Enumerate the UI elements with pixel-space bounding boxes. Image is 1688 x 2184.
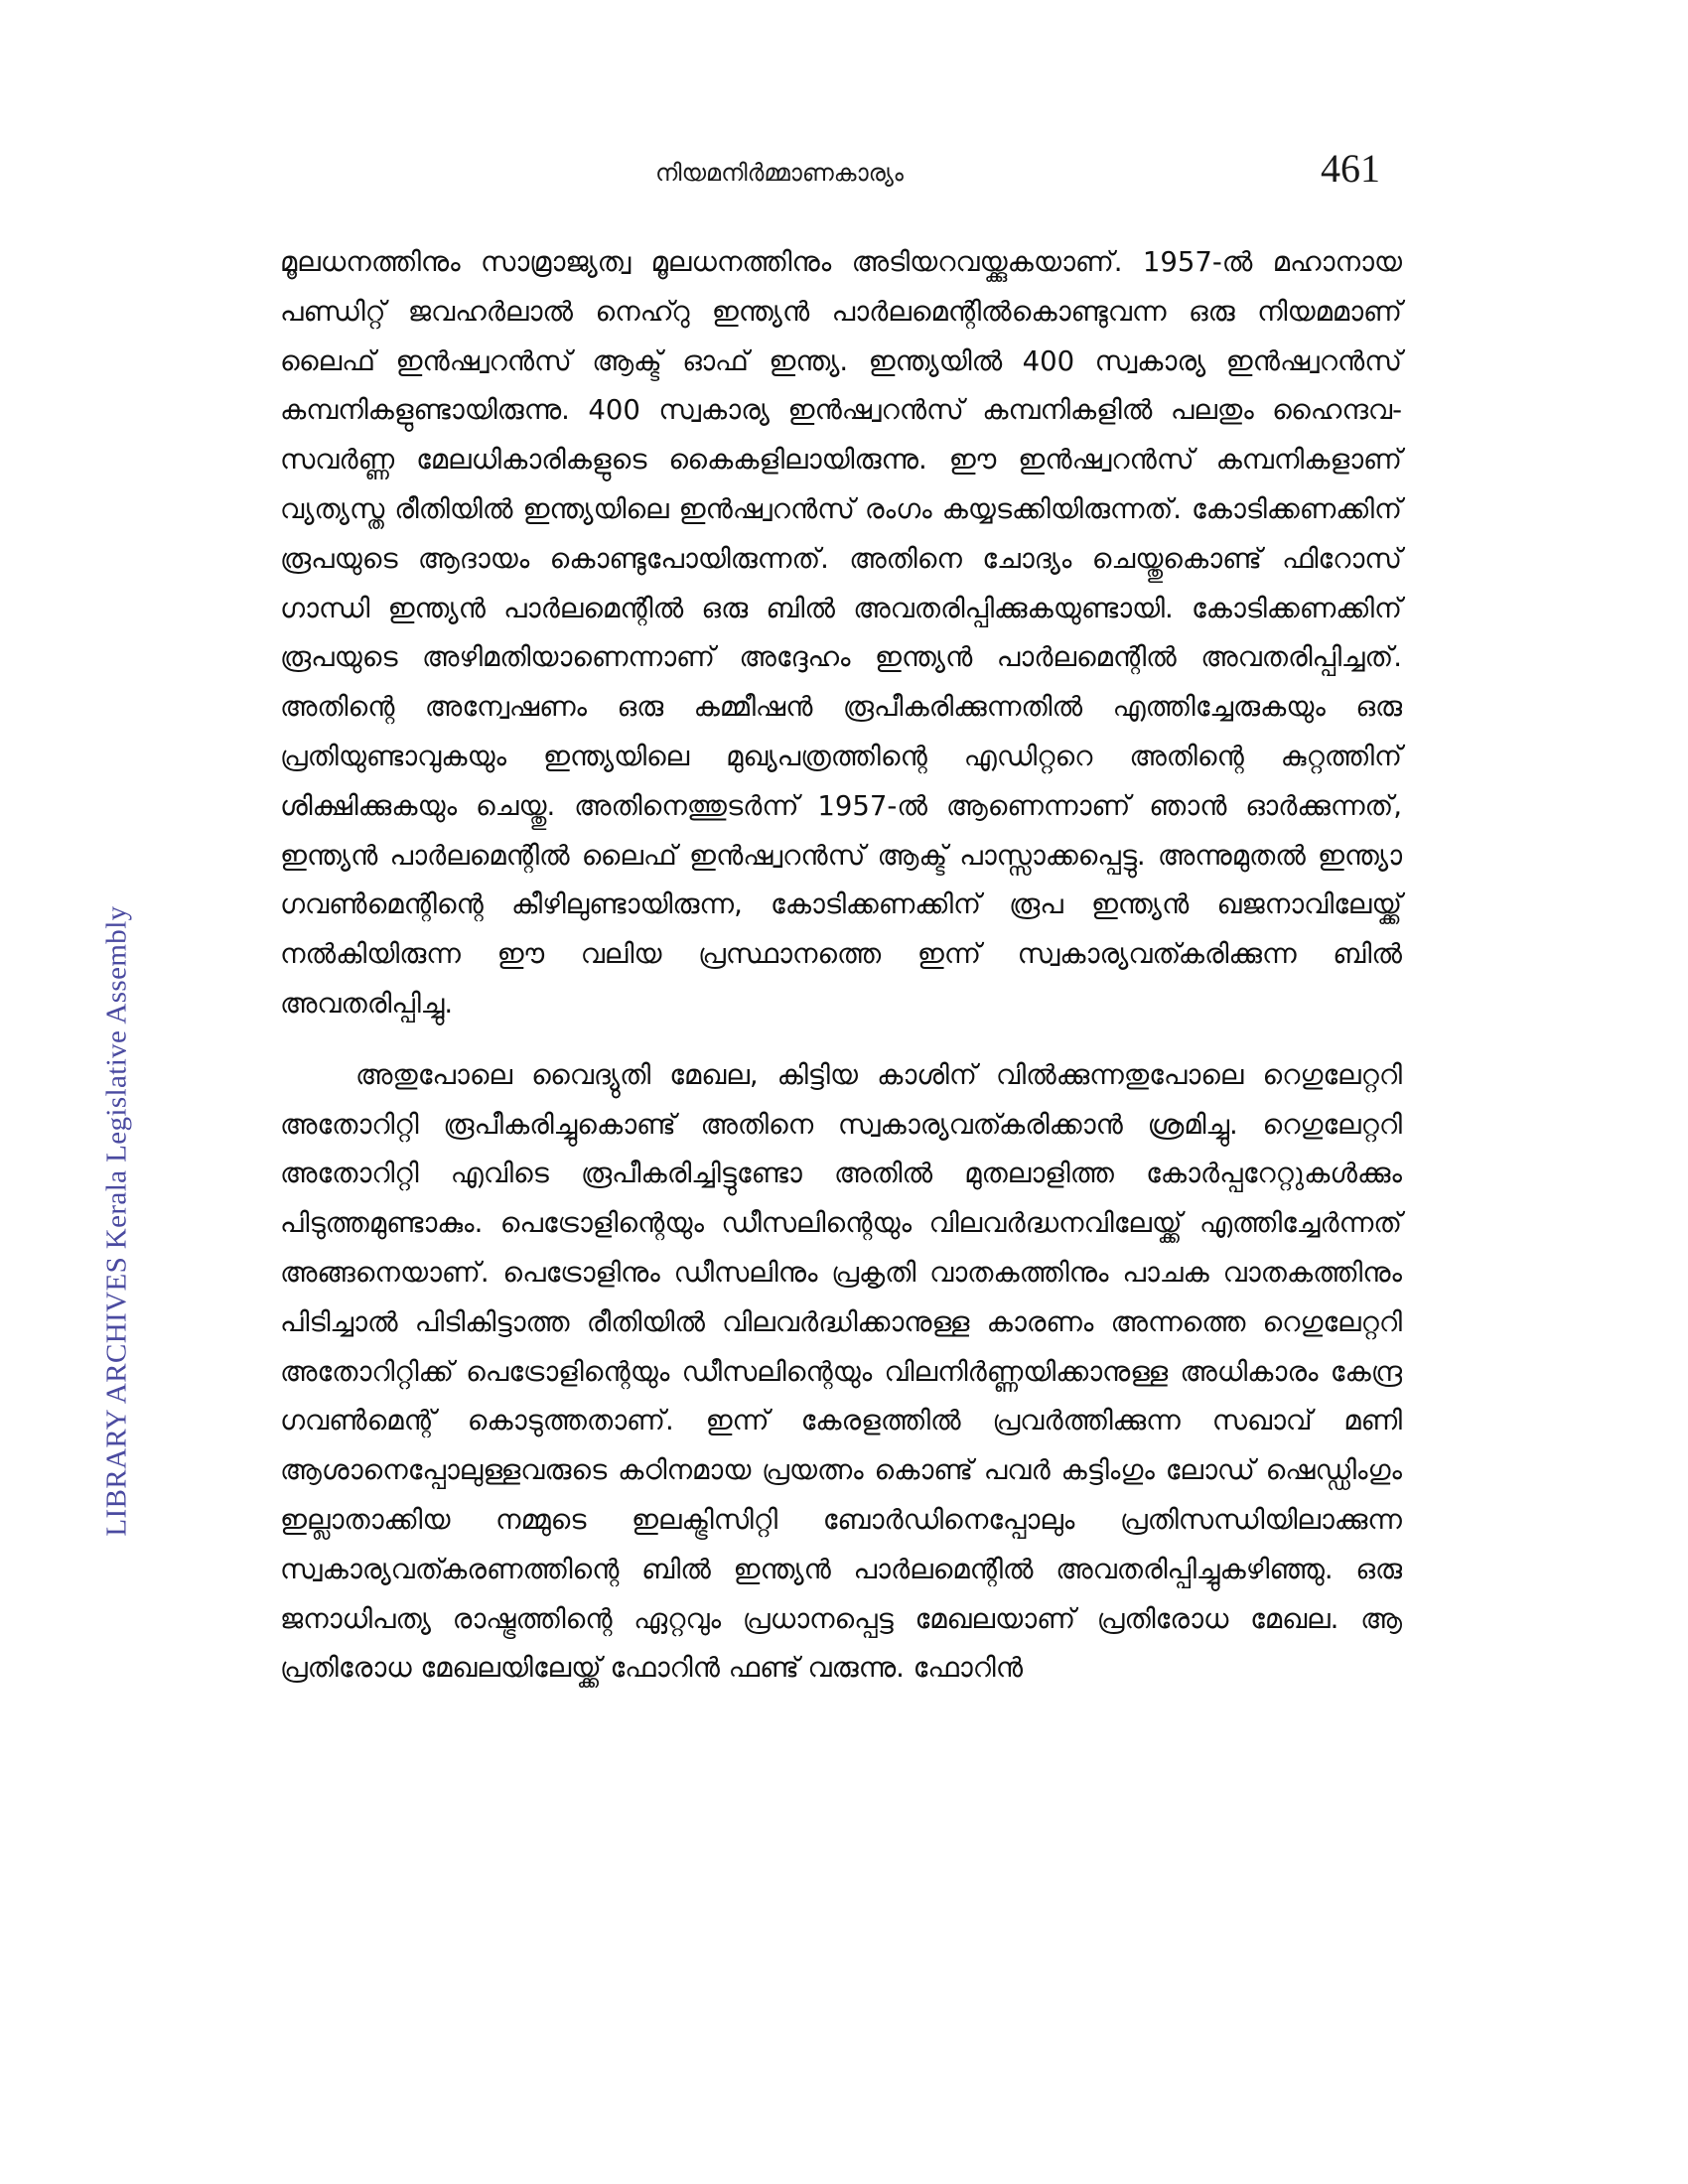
paragraph: അതുപോലെ വൈദ്യുതി മേഖല, കിട്ടിയ കാശിന് വിൽക്കുന്നതുപോലെ റെഗുലേറ്ററി അതോറിറ്റി രൂപീകരിച്ചുകൊണ്ട് അതിനെ സ്വകാര്യവത്കരിക്കാൻ ശ്രമിച്ചു. റെഗുലേറ്ററി അതോറിറ്റി എവിടെ രൂപീകരിച്ചിട്ടുണ്ടോ അതിൽ മുതലാളിത്ത കോർപ്പറേറ്റുകൾക്കും പിടുത്തമുണ്ടാകും. പെട്രോളിന്റെയും ഡീസലിന്റെയും വിലവർദ്ധനവിലേയ്ക്ക് എത്തിച്ചേർന്നത് അങ്ങനെയാണ്. പെട്രോളിനും ഡീസലിനും പ്രകൃതി വാതകത്തിനും പാചക വാതകത്തിനും പിടിച്ചാൽ പിടികിട്ടാത്ത രീതിയിൽ വിലവർദ്ധിക്കാനുള്ള കാരണം അന്നത്തെ റെഗുലേറ്ററി അതോറിറ്റിക്ക് പെട്രോളിന്റെയും ഡീസലിന്റെയും വിലനിർണ്ണയിക്കാനുള്ള അധികാരം കേന്ദ്ര ഗവൺമെന്റ് കൊടുത്തതാണ്. ഇന്ന് കേരളത്തിൽ പ്രവർത്തിക്കുന്ന സഖാവ് മണി ആശാനെപ്പോലുള്ളവരുടെ കഠിനമായ പ്രയത്നം കൊണ്ട് പവർ കട്ടിംഗും ലോഡ് ഷെഡ്ഡിംഗും ഇല്ലാതാക്കിയ നമ്മുടെ ഇലക്ട്രിസിറ്റി ബോർഡിനെപ്പോലും പ്രതിസന്ധിയിലാക്കുന്ന സ്വകാര്യവത്കരണത്തിന്റെ ബിൽ ഇന്ത്യൻ പാർലമെന്റിൽ അവതരിപ്പിച്ചുകഴിഞ്ഞു. ഒരു ജനാധിപത്യ രാഷ്ട്രത്തിന്റെ ഏറ്റവും പ്രധാനപ്പെട്ട മേഖലയാണ് പ്രതിരോധ മേഖല. ആ പ്രതിരോധ മേഖലയിലേയ്ക്ക് ഫോറിൻ ഫണ്ട് വരുന്നു. ഫോറിൻ [280, 1058, 1402, 1685]
page-number: 461 [1321, 146, 1380, 191]
body-text [280, 238, 1402, 1694]
running-title: നിയമനിർമ്മാണകാര്യം [655, 159, 904, 187]
paragraph: മൂലധനത്തിനും സാമ്രാജ്യത്വ മൂലധനത്തിനും അടിയറവയ്ക്കുകയാണ്. 1957-ൽ മഹാനായ പണ്ഡിറ്റ് ജവഹർലാൽ നെഹ്റു ഇന്ത്യൻ പാർലമെന്റിൽകൊണ്ടുവന്ന ഒരു നിയമമാണ് ലൈഫ് ഇൻഷ്വറൻസ് ആക്ട് ഓഫ് ഇന്ത്യ. ഇന്ത്യയിൽ 400 സ്വകാര്യ ഇൻഷ്വറൻസ് കമ്പനികളുണ്ടായിരുന്നു. 400 സ്വകാര്യ ഇൻഷ്വറൻസ് കമ്പനികളിൽ പലതും ഹൈന്ദവ-സവർണ്ണ മേലധികാരികളുടെ കൈകളിലായിരുന്നു. ഈ ഇൻഷ്വറൻസ് കമ്പനികളാണ് വ്യത്യസ്ത രീതിയിൽ ഇന്ത്യയിലെ ഇൻഷ്വറൻസ് രംഗം കയ്യടക്കിയിരുന്നത്. കോടിക്കണക്കിന് രൂപയുടെ ആദായം കൊണ്ടുപോയിരുന്നത്. അതിനെ ചോദ്യം ചെയ്തുകൊണ്ട് ഫിറോസ് ഗാന്ധി ഇന്ത്യൻ പാർലമെന്റിൽ ഒരു ബിൽ അവതരിപ്പിക്കുകയുണ്ടായി. കോടിക്കണക്കിന് രൂപയുടെ അഴിമതിയാണെന്നാണ് അദ്ദേഹം ഇന്ത്യൻ പാർലമെന്റിൽ അവതരിപ്പിച്ചത്. അതിന്റെ അന്വേഷണം ഒരു കമ്മീഷൻ രൂപീകരിക്കുന്നതിൽ എത്തിച്ചേരുകയും ഒരു പ്രതിയുണ്ടാവുകയും ഇന്ത്യയിലെ മുഖ്യപത്രത്തിന്റെ എഡിറ്ററെ അതിന്റെ കുറ്റത്തിന് ശിക്ഷിക്കുകയും ചെയ്തു. അതിനെത്തുടർന്ന് 1957-ൽ ആണെന്നാണ് ഞാൻ ഓർക്കുന്നത്, ഇന്ത്യൻ പാർലമെന്റിൽ ലൈഫ് ഇൻഷ്വറൻസ് ആക്ട് പാസ്സാക്കപ്പെട്ടു. അന്നുമുതൽ ഇന്ത്യാ ഗവൺമെന്റിന്റെ കീഴിലുണ്ടായിരുന്ന, കോടിക്കണക്കിന് രൂപ ഇന്ത്യൻ ഖജനാവിലേയ്ക്ക് നൽകിയിരുന്ന ഈ വലിയ പ്രസ്ഥാനത്തെ ഇന്ന് സ്വകാര്യവത്കരിക്കുന്ന ബിൽ അവതരിപ്പിച്ചു. [280, 246, 1402, 1020]
archive-watermark: LIBRARY ARCHIVES Kerala Legislative Assembly [100, 905, 133, 1537]
